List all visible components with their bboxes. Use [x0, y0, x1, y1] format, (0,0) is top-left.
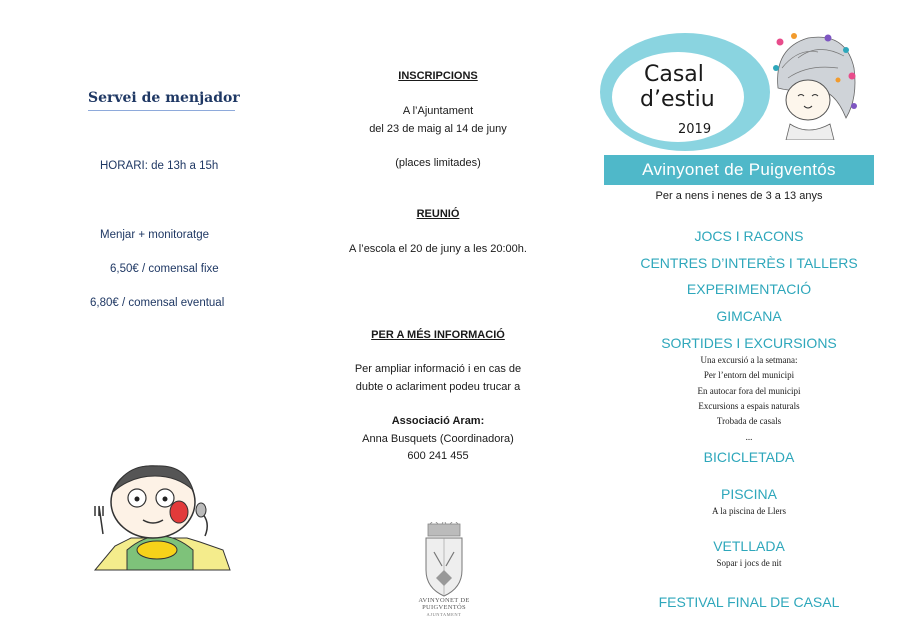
activity-detail: Trobada de casals	[716, 416, 782, 426]
year: 2019	[678, 122, 712, 137]
horari-text: HORARI: de 13h a 15h	[100, 160, 219, 172]
activity-detail: Una excursió a la setmana:	[700, 355, 798, 365]
activity-detail: Per l’entorn del municipi	[703, 370, 795, 380]
child-eating-illustration	[85, 462, 235, 572]
inscripcions-title: INSCRIPCIONS	[398, 70, 478, 82]
activity-item: SORTIDES I EXCURSIONS	[661, 335, 837, 351]
activity-detail: En autocar fora del municipi	[697, 386, 801, 396]
title-underline	[88, 110, 235, 111]
info-line: Per ampliar informació i en cas de	[354, 363, 522, 375]
activity-item: BICICLETADA	[703, 449, 795, 465]
ages-subtitle: Per a nens i nenes de 3 a 13 anys	[655, 190, 823, 202]
inscripcions-line: del 23 de maig al 14 de juny	[369, 123, 507, 135]
casal-title-line1: Casal	[644, 62, 704, 87]
price-fixed: 6,50€ / comensal fixe	[110, 263, 219, 275]
activity-item: GIMCANA	[716, 308, 782, 324]
phone-number: 600 241 455	[407, 450, 469, 462]
activity-detail: Excursions a espais naturals	[698, 401, 800, 411]
logo-text: AVINYONET DE	[418, 597, 470, 604]
activity-detail: A la piscina de Llers	[712, 506, 786, 516]
activity-detail: Sopar i jocs de nit	[716, 558, 782, 568]
menjar-text: Menjar + monitoratge	[100, 229, 209, 241]
casal-title-line2: d’estiu	[640, 87, 715, 112]
price-eventual: 6,80€ / comensal eventual	[90, 297, 225, 309]
inscripcions-line: (places limitades)	[395, 157, 481, 169]
activity-detail: ...	[745, 432, 753, 442]
reunio-title: REUNIÓ	[416, 208, 460, 220]
activity-item: FESTIVAL FINAL DE CASAL	[658, 594, 840, 610]
activity-item: CENTRES D’INTERÈS I TALLERS	[640, 255, 858, 271]
info-title: PER A MÉS INFORMACIÓ	[371, 329, 505, 341]
inscripcions-line: A l’Ajuntament	[402, 105, 474, 117]
town-name: Avinyonet de Puigventós	[642, 160, 836, 179]
reunio-line: A l’escola el 20 de juny a les 20:00h.	[349, 243, 527, 255]
menjador-title: Servei de menjador	[88, 90, 240, 106]
association-name: Associació Aram:	[391, 415, 485, 427]
activity-item: VETLLADA	[713, 538, 785, 554]
coordinator-name: Anna Busquets (Coordinadora)	[362, 433, 514, 445]
info-line: dubte o aclariment podeu trucar a	[355, 381, 521, 393]
activity-item: EXPERIMENTACIÓ	[686, 281, 812, 297]
logo-text: PUIGVENTÓS	[422, 604, 466, 611]
girl-flowers-illustration	[768, 28, 860, 140]
activity-item: PISCINA	[720, 486, 777, 502]
activity-item: JOCS I RACONS	[694, 228, 804, 244]
logo-text: AJUNTAMENT	[426, 612, 462, 617]
